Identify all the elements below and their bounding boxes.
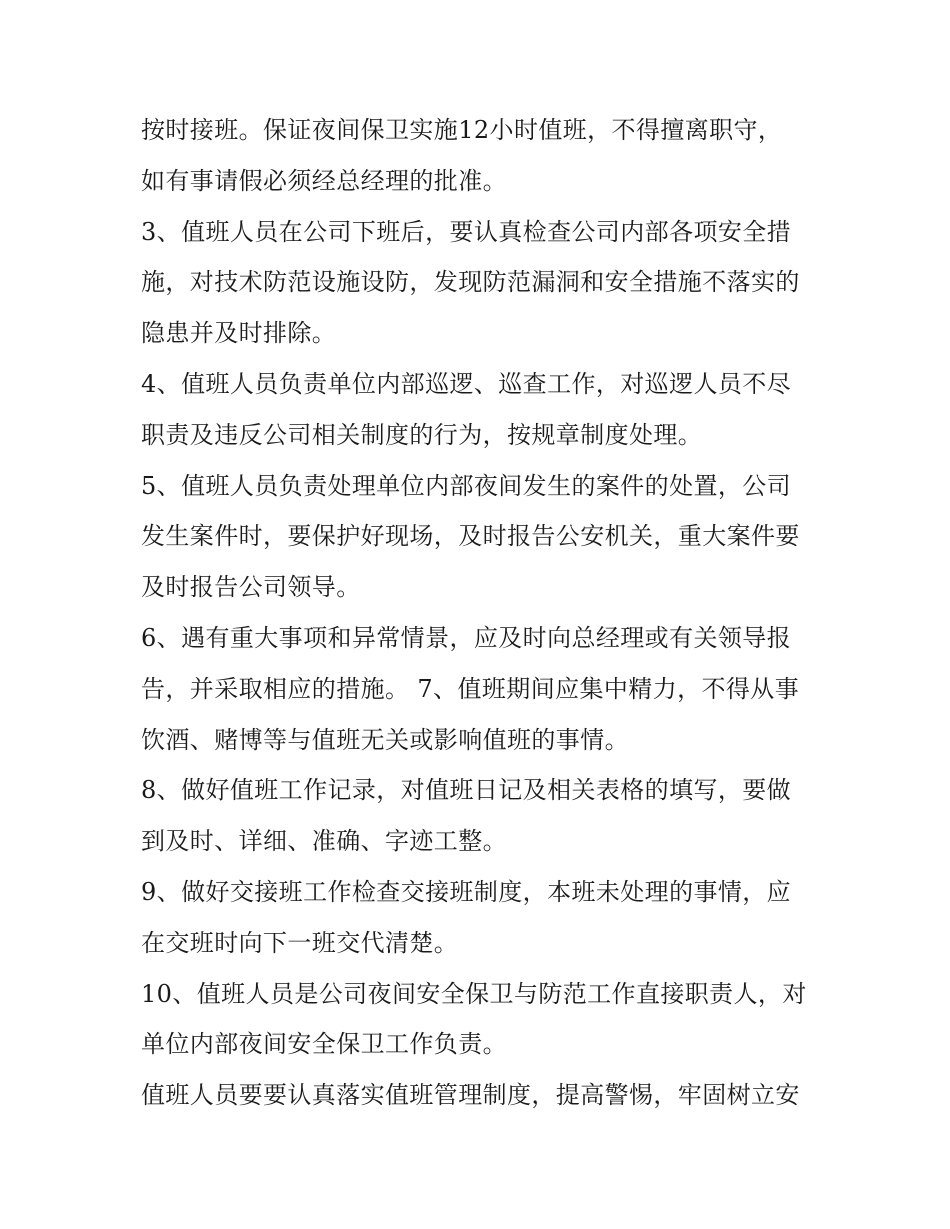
text-line: 到及时、详细、准确、字迹工整。: [141, 827, 507, 856]
text-line: 值班人员要要认真落实值班管理制度，提高警惕，牢固树立安: [141, 1081, 800, 1110]
text-line: 隐患并及时排除。: [141, 319, 337, 348]
text-line: 在交班时向下一班交代清楚。: [141, 928, 459, 957]
text-line: 单位内部夜间安全保卫工作负责。: [141, 1030, 507, 1059]
text-line: 8、做好值班工作记录，对值班日记及相关表格的填写，要做: [141, 776, 792, 805]
text-line: 及时报告公司领导。: [141, 573, 361, 602]
text-line: 如有事请假必须经总经理的批准。: [141, 166, 507, 195]
text-line: 发生案件时，要保护好现场，及时报告公安机关，重大案件要: [141, 522, 800, 551]
text-line: 5、值班人员负责处理单位内部夜间发生的案件的处置，公司: [141, 471, 792, 500]
document-body: [141, 105, 821, 1121]
text-line: 告，并采取相应的措施。 7、值班期间应集中精力，不得从事: [141, 674, 800, 703]
text-line: 10、值班人员是公司夜间安全保卫与防范工作直接职责人，对: [141, 979, 807, 1008]
text-line: 4、值班人员负责单位内部巡逻、巡查工作，对巡逻人员不尽: [141, 369, 792, 398]
text-line: 饮酒、赌博等与值班无关或影响值班的事情。: [141, 725, 629, 754]
text-line: 职责及违反公司相关制度的行为，按规章制度处理。: [141, 420, 703, 449]
text-line: 9、做好交接班工作检查交接班制度，本班未处理的事情，应: [141, 877, 792, 906]
text-line: 施，对技术防范设施设防，发现防范漏洞和安全措施不落实的: [141, 268, 800, 297]
text-line: 3、值班人员在公司下班后，要认真检查公司内部各项安全措: [141, 217, 792, 246]
text-line: 按时接班。保证夜间保卫实施12小时值班，不得擅离职守，: [141, 116, 783, 144]
text-line: 6、遇有重大事项和异常情景，应及时向总经理或有关领导报: [141, 623, 792, 652]
